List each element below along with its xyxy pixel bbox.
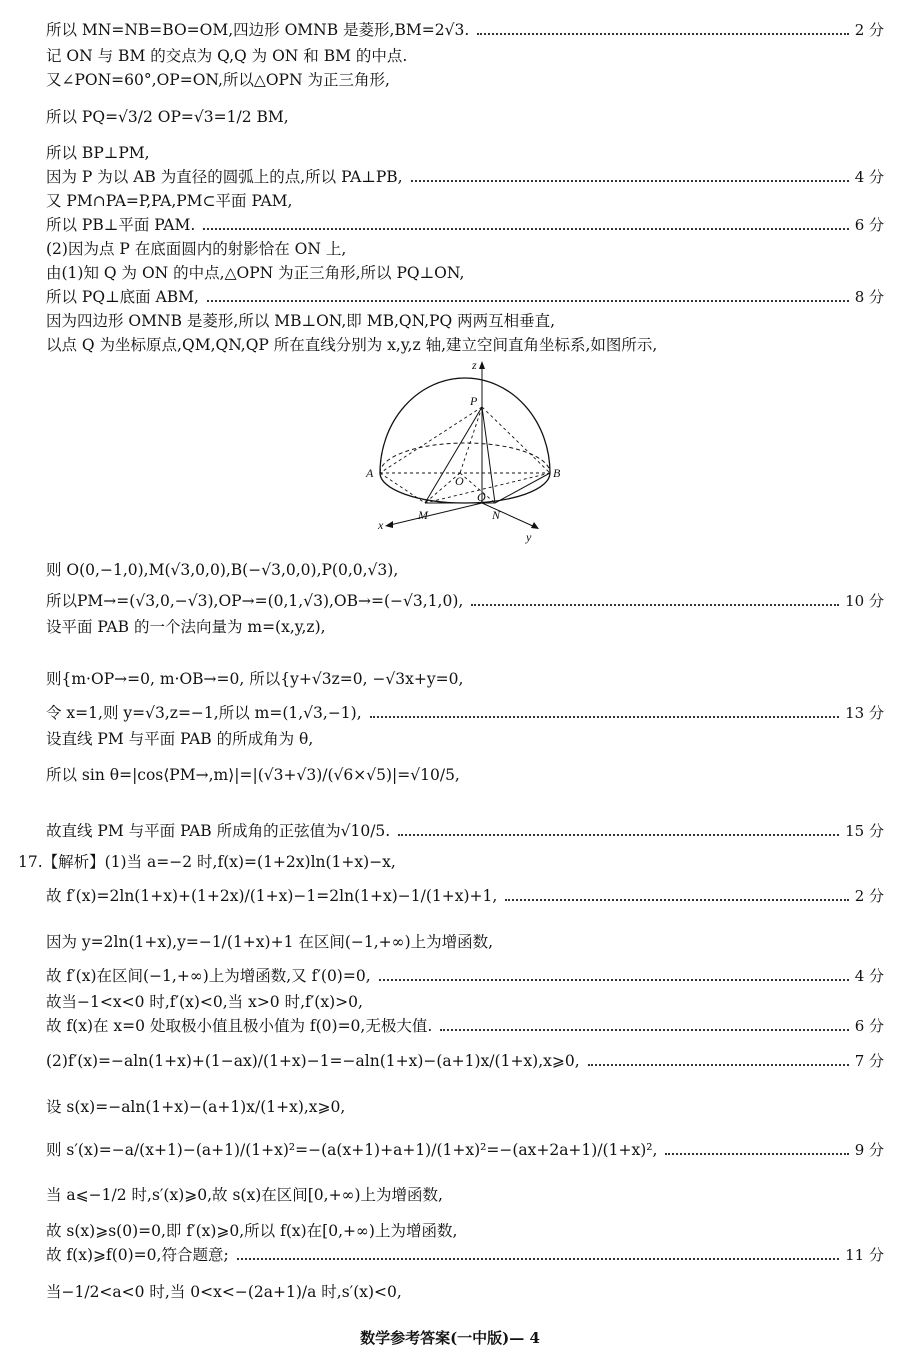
- text-line: [46, 143, 884, 163]
- text-line: [18, 852, 884, 872]
- dot-leader: [370, 716, 839, 718]
- text-line: [46, 311, 884, 331]
- line-text: (2)因为点 P 在底面圆内的射影恰在 ON 上,: [46, 240, 347, 258]
- score-label: 7 分: [854, 1052, 884, 1070]
- line-text: 又 PM∩PA=P,PA,PM⊂平面 PAM,: [46, 192, 293, 210]
- text-line: [46, 70, 884, 90]
- text-line: [46, 1016, 884, 1036]
- line-text: 故直线 PM 与平面 PAB 所成角的正弦值为√10/5.: [46, 822, 391, 840]
- dot-leader: [665, 1153, 848, 1155]
- line-text: 则{m·OP→=0, m·OB→=0, 所以{y+√3z=0, −√3x+y=0,: [46, 670, 464, 688]
- dot-leader: [237, 1258, 839, 1260]
- label-z: z: [472, 358, 477, 372]
- score-label: 4 分: [854, 168, 884, 186]
- text-line: [46, 1221, 884, 1241]
- score-label: 15 分: [845, 822, 884, 840]
- text-line: [46, 263, 884, 283]
- text-line: [46, 1097, 884, 1117]
- line-text: 又∠PON=60°,OP=ON,所以△OPN 为正三角形,: [46, 71, 390, 89]
- text-line: [46, 167, 884, 187]
- dot-leader: [477, 33, 848, 35]
- line-text: 所以 PB⊥平面 PAM.: [46, 216, 196, 234]
- score-label: 2 分: [854, 21, 884, 39]
- text-line: [46, 335, 884, 355]
- line-text: 设平面 PAB 的一个法向量为 m=(x,y,z),: [46, 618, 326, 636]
- line-text: 故 s(x)⩾s(0)=0,即 f′(x)⩾0,所以 f(x)在[0,+∞)上为增函数,: [46, 1222, 458, 1240]
- dot-leader: [411, 180, 849, 182]
- score-label: 4 分: [854, 967, 884, 985]
- dot-leader: [379, 979, 849, 981]
- page-footer: 数学参考答案(一中版)— 4: [360, 1329, 540, 1347]
- line-text: 所以 PQ⊥底面 ABM,: [46, 288, 199, 306]
- label-n: N: [492, 508, 501, 522]
- text-line: [46, 215, 884, 235]
- text-line: [46, 46, 884, 66]
- line-text: 因为 P 为以 AB 为直径的圆弧上的点,所以 PA⊥PB,: [46, 168, 403, 186]
- line-text: (2)f′(x)=−aln(1+x)+(1−ax)/(1+x)−1=−aln(1+x)−(a+1)x/(1+x),x⩾0,: [46, 1052, 580, 1070]
- text-line: [46, 20, 884, 40]
- text-line: [46, 1140, 884, 1160]
- label-x: x: [378, 518, 384, 532]
- label-q: Q: [477, 490, 486, 504]
- text-line: [46, 1051, 884, 1071]
- line-text: 所以 sin θ=|cos⟨PM→,m⟩|=|(√3+√3)/(√6×√5)|=√10/5,: [46, 766, 460, 784]
- text-line: [46, 617, 884, 637]
- text-line: [46, 886, 884, 906]
- dot-leader: [203, 228, 848, 230]
- text-line: [46, 703, 884, 723]
- label-o: O: [455, 474, 464, 488]
- line-text: 当−1/2<a<0 时,当 0<x<−(2a+1)/a 时,s′(x)<0,: [46, 1283, 402, 1301]
- line-text: 所以PM→=(√3,0,−√3),OP→=(0,1,√3),OB→=(−√3,1,0),: [46, 592, 464, 610]
- line-text: 记 ON 与 BM 的交点为 Q,Q 为 ON 和 BM 的中点.: [46, 47, 408, 65]
- line-text: 所以 PQ=√3/2 OP=√3=1/2 BM,: [46, 108, 289, 126]
- base-back: [380, 443, 550, 473]
- score-label: 10 分: [845, 592, 884, 610]
- text-line: [46, 1245, 884, 1265]
- hemisphere-figure: [360, 355, 570, 545]
- label-b: B: [553, 466, 561, 480]
- text-line: [46, 992, 884, 1012]
- label-p: P: [470, 394, 478, 408]
- line-text: 因为四边形 OMNB 是菱形,所以 MB⊥ON,即 MB,QN,PQ 两两互相垂直,: [46, 312, 556, 330]
- score-label: 6 分: [854, 216, 884, 234]
- text-line: [46, 765, 884, 785]
- line-text: 故 f′(x)=2ln(1+x)+(1+2x)/(1+x)−1=2ln(1+x)−1/(1+x)+1,: [46, 887, 498, 905]
- line-text: 故 f(x)在 x=0 处取极小值且极小值为 f(0)=0,无极大值.: [46, 1017, 433, 1035]
- line-text: 所以 BP⊥PM,: [46, 144, 150, 162]
- text-line: [46, 1282, 884, 1302]
- text-line: [46, 966, 884, 986]
- line-text: 故 f′(x)在区间(−1,+∞)上为增函数,又 f′(0)=0,: [46, 967, 371, 985]
- text-line: [46, 729, 884, 749]
- line-text: 当 a⩽−1/2 时,s′(x)⩾0,故 s(x)在区间[0,+∞)上为增函数,: [46, 1186, 443, 1204]
- score-label: 9 分: [854, 1141, 884, 1159]
- dot-leader: [471, 604, 839, 606]
- line-text: 以点 Q 为坐标原点,QM,QN,QP 所在直线分别为 x,y,z 轴,建立空间直角坐标系,如图所示,: [46, 336, 658, 354]
- text-line: [46, 591, 884, 611]
- text-line: [46, 669, 884, 689]
- dot-leader: [398, 834, 839, 836]
- dot-leader: [440, 1029, 848, 1031]
- text-line: [46, 239, 884, 259]
- text-line: [46, 1185, 884, 1205]
- line-text: 则 O(0,−1,0),M(√3,0,0),B(−√3,0,0),P(0,0,√3),: [46, 561, 399, 579]
- label-a: A: [366, 466, 374, 480]
- line-text: 设直线 PM 与平面 PAB 的所成角为 θ,: [46, 730, 314, 748]
- dot-leader: [505, 899, 848, 901]
- text-line: [46, 932, 884, 952]
- line-text: 因为 y=2ln(1+x),y=−1/(1+x)+1 在区间(−1,+∞)上为增函数,: [46, 933, 494, 951]
- text-line: [46, 107, 884, 127]
- score-label: 2 分: [854, 887, 884, 905]
- line-text: 所以 MN=NB=BO=OM,四边形 OMNB 是菱形,BM=2√3.: [46, 21, 470, 39]
- text-line: [46, 821, 884, 841]
- text-line: [46, 287, 884, 307]
- line-text: 故 f(x)⩾f(0)=0,符合题意;: [46, 1246, 229, 1264]
- line-text: 设 s(x)=−aln(1+x)−(a+1)x/(1+x),x⩾0,: [46, 1098, 346, 1116]
- dot-leader: [207, 300, 849, 302]
- line-text: 令 x=1,则 y=√3,z=−1,所以 m=(1,√3,−1),: [46, 704, 362, 722]
- label-m: M: [418, 508, 428, 522]
- score-label: 8 分: [854, 288, 884, 306]
- score-label: 11 分: [845, 1246, 884, 1264]
- text-line: [46, 191, 884, 211]
- score-label: 6 分: [854, 1017, 884, 1035]
- line-text: 由(1)知 Q 为 ON 的中点,△OPN 为正三角形,所以 PQ⊥ON,: [46, 264, 465, 282]
- line-text: 则 s′(x)=−a/(x+1)−(a+1)/(1+x)²=−(a(x+1)+a+1)/(1+x)²=−(ax+2a+1)/(1+x)²,: [46, 1141, 658, 1159]
- line-text: 故当−1<x<0 时,f′(x)<0,当 x>0 时,f′(x)>0,: [46, 993, 363, 1011]
- text-line: [46, 560, 884, 580]
- score-label: 13 分: [845, 704, 884, 722]
- label-y: y: [526, 530, 532, 544]
- dot-leader: [588, 1064, 849, 1066]
- line-text: 17.【解析】(1)当 a=−2 时,f(x)=(1+2x)ln(1+x)−x,: [18, 853, 396, 871]
